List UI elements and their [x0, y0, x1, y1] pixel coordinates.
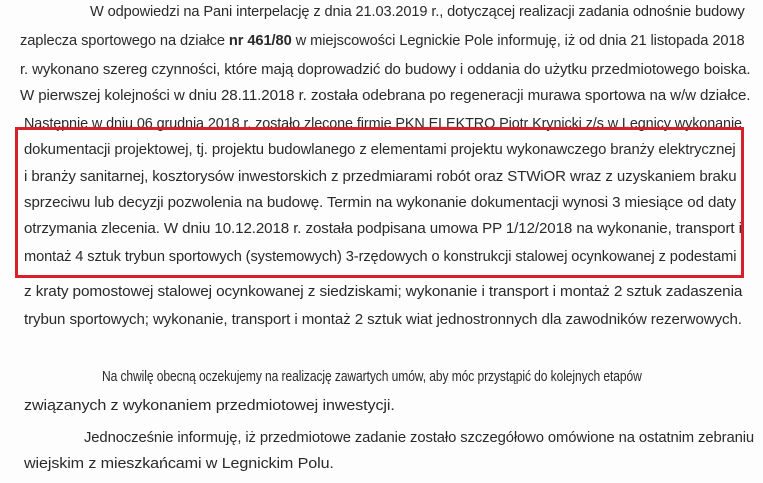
paragraph-1-line-11: z kraty pomostowej stalowej ocynkowanej z siedziskami; wykonanie i transport i montaż 2 sztuk zadaszenia [24, 284, 743, 300]
paragraph-1-line-7: i branży sanitarnej, kosztorysów inwestorskich z przedmiarami robót oraz STWiOR wraz z uzyskaniem braku [24, 169, 737, 185]
paragraph-1-line-10: montaż 4 sztuk trybun sportowych (systemowych) 3-rzędowych o konstrukcji stalowej ocynkowanej z podestami [24, 249, 737, 265]
paragraph-1-line-12: trybun sportowych; wykonanie, transport i montaż 2 sztuk wiat jednostronnych dla zawodników rezerwowych. [24, 312, 742, 328]
paragraph-1-line-3: r. wykonano szereg czynności, które mają doprowadzić do budowy i oddania do użytku przedmiotowego boiska. [20, 62, 751, 78]
paragraph-1-line-1: W odpowiedzi na Pani interpelację z dnia 21.03.2019 r., dotyczącej realizacji zadania odnośnie budowy [90, 4, 745, 20]
parcel-number: nr 461/80 [228, 33, 292, 49]
paragraph-1-line-2: zaplecza sportowego na działce nr 461/80 w miejscowości Legnickie Pole informuję, iż od dnia 21 listopada 2018 [20, 33, 745, 49]
paragraph-1-line-6: dokumentacji projektowej, tj. projektu budowlanego z elementami projektu wykonawczego branży elektrycznej [24, 142, 736, 158]
paragraph-1-line-9: otrzymania zlecenia. W dniu 10.12.2018 r. została podpisana umowa PP 1/12/2018 na wykonanie, transport i [24, 221, 742, 237]
paragraph-1-line-5: Następnie w dniu 06 grudnia 2018 r. zostało zlecone firmie PKN ELEKTRO Piotr Krynicki z/s w Legnicy wykonanie [24, 116, 742, 132]
paragraph-3-line-2: wiejskim z mieszkańcami w Legnickim Polu. [24, 456, 334, 472]
paragraph-3-line-1: Jednocześnie informuję, iż przedmiotowe zadanie zostało szczegółowo omówione na ostatnim zebraniu [84, 430, 755, 446]
paragraph-2-line-1: Na chwilę obecną oczekujemy na realizację zawartych umów, aby móc przystąpić do kolejnych etapów [102, 369, 642, 385]
paragraph-1-line-4: W pierwszej kolejności w dniu 28.11.2018 r. została odebrana po regeneracji murawa sportowa na w/w działce. [20, 88, 751, 104]
paragraph-1-line-8: sprzeciwu lub decyzji pozwolenia na budowę. Termin na wykonanie dokumentacji wynosi 3 miesiące od daty [24, 195, 737, 211]
paragraph-2-line-2: związanych z wykonaniem przedmiotowej inwestycji. [24, 398, 395, 414]
